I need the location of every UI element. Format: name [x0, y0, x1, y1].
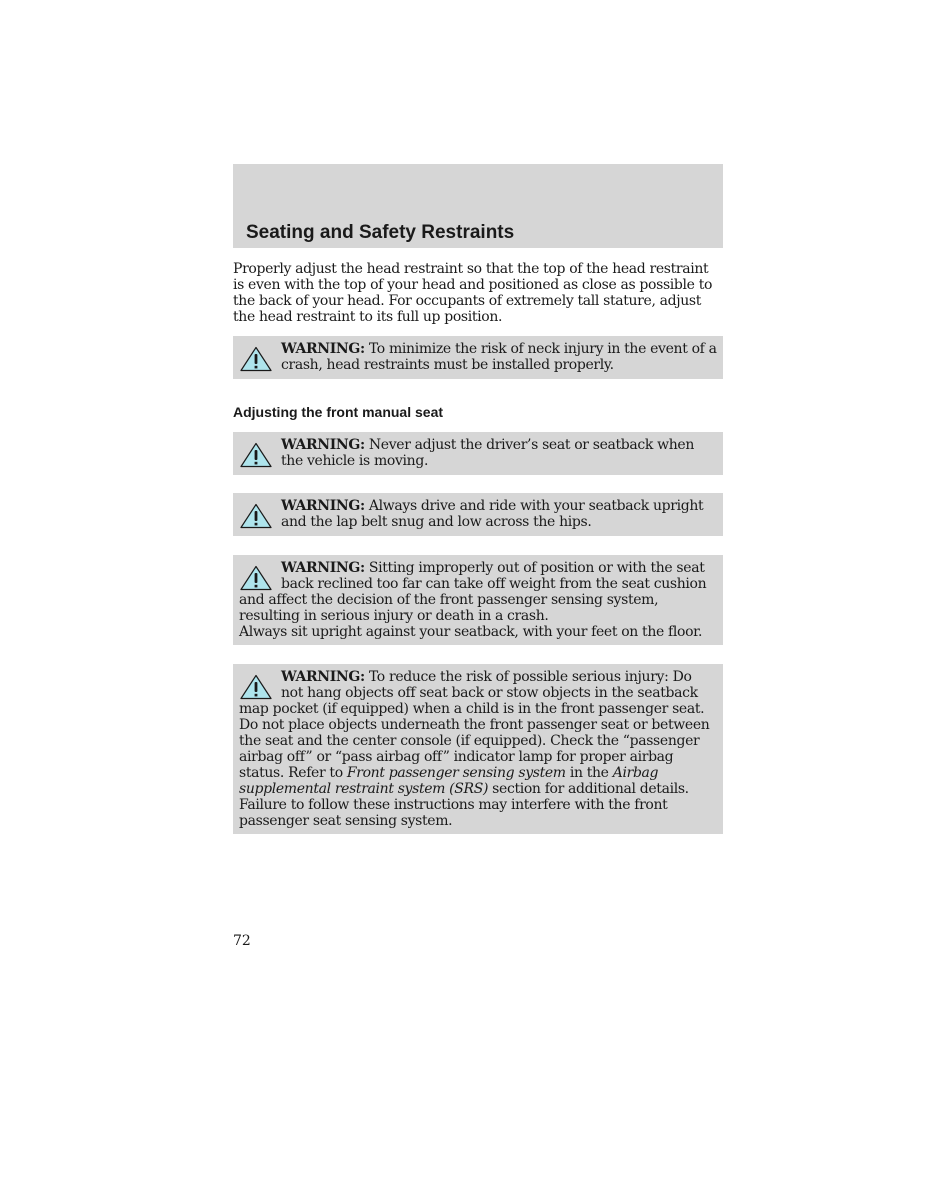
- warning-triangle-icon: [239, 503, 273, 529]
- warning-body-connector: in the: [565, 765, 613, 781]
- warning-label: WARNING:: [281, 437, 365, 453]
- warning-box-neck-injury: [233, 336, 723, 379]
- reference-front-passenger-sensing: Front passenger sensing system: [346, 765, 566, 781]
- warning-triangle-icon: [239, 346, 273, 372]
- reference-airbag-srs: Airbag supplemental restraint system (SRS): [239, 765, 659, 797]
- warning-label: WARNING:: [281, 498, 365, 514]
- warning-text: [239, 341, 717, 373]
- warning-body: Never adjust the driver’s seat or seatback when the vehicle is moving.: [281, 437, 695, 469]
- page-title: Seating and Safety Restraints: [246, 222, 515, 243]
- section-heading: Adjusting the front manual seat: [233, 404, 444, 420]
- warning-body: Sitting improperly out of position or with the seat back reclined too far can take off weight from the seat cushion and affect the decision of the front passenger sensing system, resulting in serious injury or death in a crash.: [239, 560, 707, 624]
- warning-extra-text: Always sit upright against your seatback, with your feet on the floor.: [239, 624, 703, 640]
- warning-label: WARNING:: [281, 560, 365, 576]
- warning-triangle-icon: [239, 565, 273, 591]
- header-band: [233, 164, 723, 248]
- warning-text: [239, 669, 717, 829]
- warning-body: Always drive and ride with your seatback upright and the lap belt snug and low across the hips.: [281, 498, 704, 530]
- warning-box-seatback-upright: [233, 493, 723, 536]
- warning-triangle-icon: [239, 442, 273, 468]
- warning-text: [239, 498, 717, 530]
- warning-label: WARNING:: [281, 669, 365, 685]
- warning-text: [239, 437, 717, 469]
- page-number: 72: [233, 933, 251, 949]
- warning-text: [239, 560, 717, 624]
- warning-triangle-icon: [239, 674, 273, 700]
- warning-box-hanging-objects: [233, 664, 723, 834]
- warning-box-vehicle-moving: [233, 432, 723, 475]
- warning-body: To minimize the risk of neck injury in the event of a crash, head restraints must be installed properly.: [281, 341, 717, 373]
- warning-box-sitting-position: [233, 555, 723, 645]
- warning-label: WARNING:: [281, 341, 365, 357]
- intro-paragraph: Properly adjust the head restraint so that the top of the head restraint is even with the top of your head and positioned as close as possible to the back of your head. For occupants of extremely tall stature, adjust the head restraint to its full up position.: [233, 261, 713, 325]
- warning-body: To reduce the risk of possible serious injury: Do not hang objects off seat back or stow objects in the seatback map pocket (if equipped) when a child is in the front passenger seat. Do not place objects underneath the front passenger seat or between the seat and the center console (if equipped). Check the “passenger airbag off” or “pass airbag off” indicator lamp for proper airbag status. Refer to: [239, 669, 710, 781]
- warning-body-end: section for additional details. Failure to follow these instructions may interfere with the front passenger seat sensing system.: [239, 781, 689, 829]
